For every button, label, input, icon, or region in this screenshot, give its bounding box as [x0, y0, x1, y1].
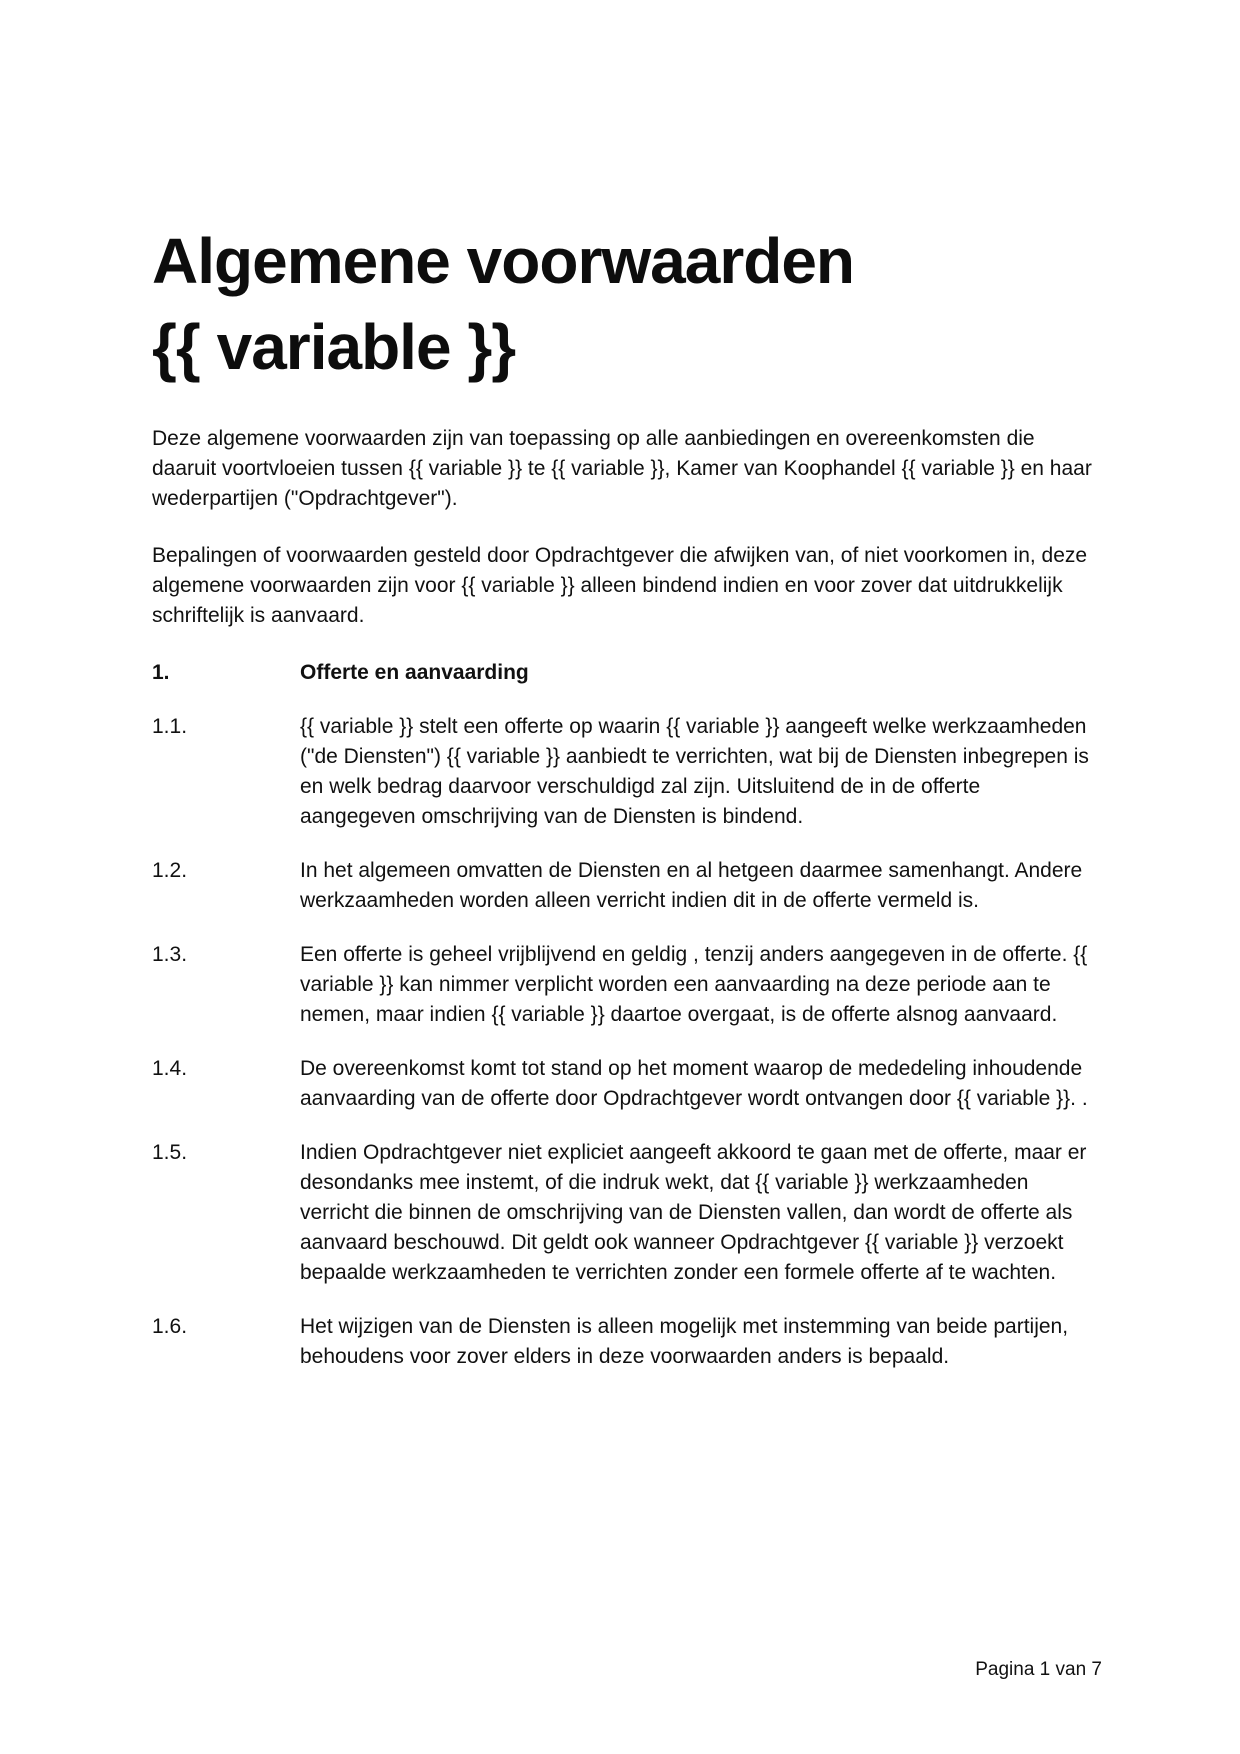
document-page [152, 218, 1092, 1396]
clause-1-6 [152, 1312, 1092, 1372]
clause-number: 1.1. [152, 715, 188, 738]
clause-text: In het algemeen omvatten de Diensten en al hetgeen daarmee samenhangt. Andere werkzaamheden worden alleen verricht indien dit in de offerte vermeld is. [300, 859, 1083, 912]
clause-1-3 [152, 940, 1092, 1030]
clause-text: {{ variable }} stelt een offerte op waarin {{ variable }} aangeeft welke werkzaamheden ("de Diensten") {{ variable }} aanbiedt te verrichten, wat bij de Diensten inbegrepen is en welk bedrag daarvoor verschuldigd zal zijn. Uitsluitend de in de offerte aangegeven omschrijving van de Diensten is bindend. [300, 715, 1089, 828]
clause-1-5 [152, 1138, 1092, 1288]
document-title-line-2: {{ variable }} [152, 311, 516, 383]
clause-number: 1.6. [152, 1315, 188, 1338]
clause-1-4 [152, 1054, 1092, 1114]
clause-text: De overeenkomst komt tot stand op het moment waarop de mededeling inhoudende aanvaarding van de offerte door Opdrachtgever wordt ontvangen door {{ variable }}. . [300, 1057, 1088, 1110]
section-heading [152, 658, 1092, 688]
clause-text: Een offerte is geheel vrijblijvend en geldig , tenzij anders aangegeven in de offerte. {{ variable }} kan nimmer verplicht worden een aanvaarding na deze periode aan te nemen, maar indien {{ variable }} daartoe overgaat, is de offerte alsnog aanvaard. [300, 943, 1088, 1026]
clause-number: 1.3. [152, 943, 188, 966]
clause-number: 1.2. [152, 859, 188, 882]
clause-number: 1.4. [152, 1057, 188, 1080]
section-number: 1. [152, 661, 170, 684]
clause-text: Indien Opdrachtgever niet expliciet aangeeft akkoord te gaan met de offerte, maar er desondanks mee instemt, of die indruk wekt, dat {{ variable }} werkzaamheden verricht die binnen de omschrijving van de Diensten vallen, dan wordt de offerte als aanvaard beschouwd. Dit geldt ook wanneer Opdrachtgever {{ variable }} verzoekt bepaalde werkzaamheden te verrichten zonder een formele offerte af te wachten. [300, 1141, 1087, 1284]
section-title: Offerte en aanvaarding [300, 661, 529, 684]
document-title-line-1: Algemene voorwaarden [152, 225, 854, 297]
document-title [152, 218, 1092, 390]
intro-paragraph-1: Deze algemene voorwaarden zijn van toepassing op alle aanbiedingen en overeenkomsten die daaruit voortvloeien tussen {{ variable }} te {{ variable }}, Kamer van Koophandel {{ variable }} en haar wederpartijen ("Opdrachtgever"). [152, 427, 1092, 510]
clause-1-2 [152, 856, 1092, 916]
intro-paragraph-2: Bepalingen of voorwaarden gesteld door Opdrachtgever die afwijken van, of niet voorkomen in, deze algemene voorwaarden zijn voor {{ variable }} alleen bindend indien en voor zover dat uitdrukkelijk schriftelijk is aanvaard. [152, 544, 1088, 627]
page-number-footer: Pagina 1 van 7 [975, 1659, 1102, 1680]
clause-1-1 [152, 712, 1092, 832]
clause-number: 1.5. [152, 1141, 188, 1164]
clause-text: Het wijzigen van de Diensten is alleen mogelijk met instemming van beide partijen, behoudens voor zover elders in deze voorwaarden anders is bepaald. [300, 1315, 1069, 1368]
